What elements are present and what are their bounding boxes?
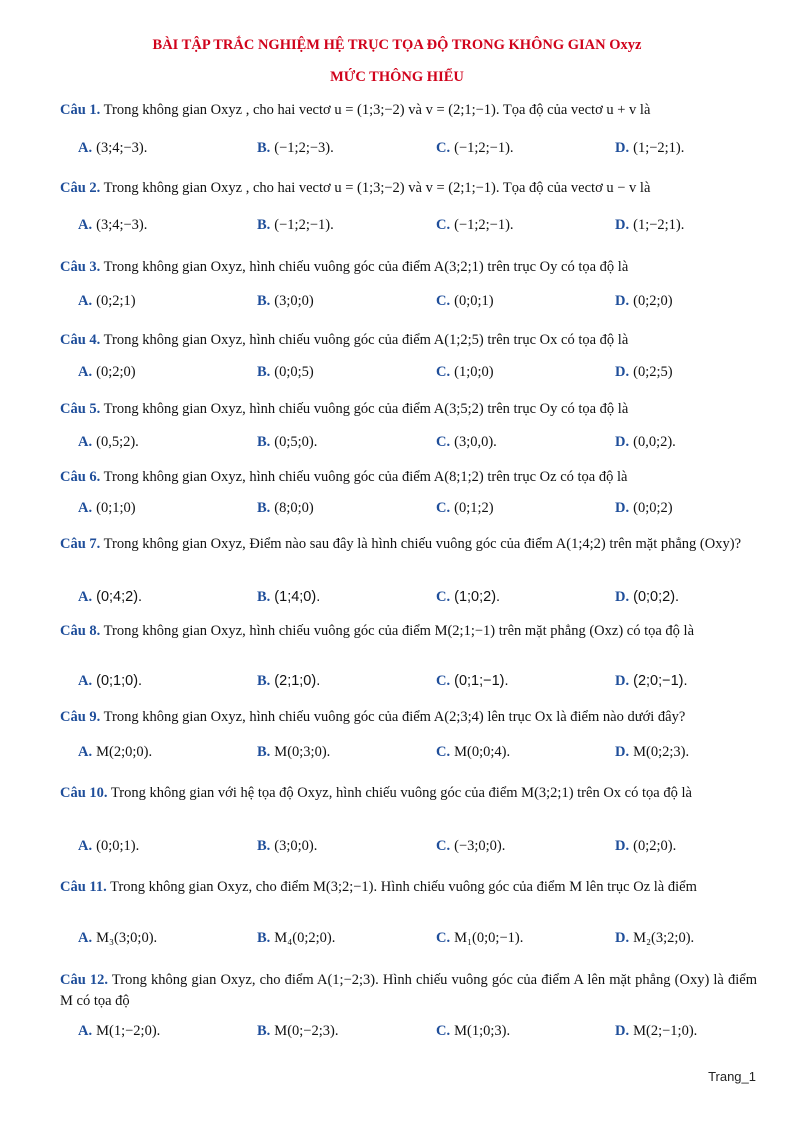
options-3 xyxy=(60,293,757,315)
option-c: C. M(0;0;4). xyxy=(436,744,511,760)
options-6 xyxy=(60,500,757,522)
option-d: D. (2;0;−1). xyxy=(615,673,688,689)
question-label: Câu 7. xyxy=(60,536,101,552)
option-a: A. (0,5;2). xyxy=(78,434,139,450)
option-b: B. (3;0;0). xyxy=(257,838,318,854)
option-d: D. (0;0;2) xyxy=(615,500,673,516)
page-subtitle: MỨC THÔNG HIỂU xyxy=(330,69,464,85)
question-text: Trong không gian Oxyz, cho điểm A(1;−2;3). Hình chiếu vuông góc của điểm A lên mặt phẳng (Oxy) là điểm M có tọa độ xyxy=(60,972,757,1009)
options-2 xyxy=(60,217,757,239)
options-8 xyxy=(60,673,757,695)
question-text: Trong không gian Oxyz, Điểm nào sau đây là hình chiếu vuông góc của điểm A(1;4;2) trên mặt phẳng (Oxy)? xyxy=(103,536,741,552)
options-10 xyxy=(60,838,757,860)
question-text: Trong không gian Oxyz , cho hai vectơ u = (1;3;−2) và v = (2;1;−1). Tọa độ của vectơ u − v là xyxy=(103,180,651,196)
option-d: D. M₂(3;2;0). xyxy=(615,930,695,946)
option-d: D. (0;2;0). xyxy=(615,838,677,854)
option-a: A. (0;2;1) xyxy=(78,293,136,309)
option-d: D. (0;0;2). xyxy=(615,589,680,605)
option-b: B. M₄(0;2;0). xyxy=(257,930,336,946)
option-c: C. (1;0;0) xyxy=(436,364,494,380)
page-title: BÀI TẬP TRẮC NGHIỆM HỆ TRỤC TỌA ĐỘ TRONG KHÔNG GIAN Oxyz xyxy=(152,37,642,53)
option-d: D. (0;2;0) xyxy=(615,293,673,309)
options-7 xyxy=(60,589,757,611)
option-a: A. (0;2;0) xyxy=(78,364,136,380)
options-4 xyxy=(60,364,757,386)
question-text: Trong không gian Oxyz, hình chiếu vuông góc của điểm A(1;2;5) trên trục Ox có tọa độ là xyxy=(103,332,629,348)
question-label: Câu 9. xyxy=(60,709,101,725)
option-a: A. (0;1;0). xyxy=(78,673,143,689)
options-9 xyxy=(60,744,757,766)
option-c: C. (0;1;2) xyxy=(436,500,494,516)
option-a: A. (3;4;−3). xyxy=(78,217,148,233)
options-5 xyxy=(60,434,757,456)
question-label: Câu 5. xyxy=(60,401,101,417)
question-text: Trong không gian Oxyz, cho điểm M(3;2;−1). Hình chiếu vuông góc của điểm M lên trục Oz là điểm xyxy=(110,879,697,895)
question-11 xyxy=(60,877,757,898)
question-5 xyxy=(60,399,757,420)
question-text: Trong không gian Oxyz, hình chiếu vuông góc của điểm A(3;2;1) trên trục Oy có tọa độ là xyxy=(103,259,629,275)
question-text: Trong không gian Oxyz , cho hai vectơ u = (1;3;−2) và v = (2;1;−1). Tọa độ của vectơ u + v là xyxy=(103,102,651,118)
option-b: B. M(0;3;0). xyxy=(257,744,331,760)
option-b: B. (8;0;0) xyxy=(257,500,314,516)
option-a: A. (0;4;2). xyxy=(78,589,143,605)
option-c: C. (0;0;1) xyxy=(436,293,494,309)
question-label: Câu 12. xyxy=(60,972,109,988)
question-label: Câu 6. xyxy=(60,469,101,485)
question-7 xyxy=(60,534,757,555)
option-a: A. (0;0;1). xyxy=(78,838,140,854)
question-label: Câu 2. xyxy=(60,180,101,196)
option-a: A. M(2;0;0). xyxy=(78,744,153,760)
question-text: Trong không gian với hệ tọa độ Oxyz, hình chiếu vuông góc của điểm M(3;2;1) trên Ox có tọa độ là xyxy=(110,785,692,801)
options-12 xyxy=(60,1023,757,1045)
question-3 xyxy=(60,257,757,278)
option-c: C. (−1;2;−1). xyxy=(436,217,514,233)
question-1 xyxy=(60,100,757,121)
option-c: C. (3;0,0). xyxy=(436,434,497,450)
option-c: C. (−3;0;0). xyxy=(436,838,506,854)
question-10 xyxy=(60,783,757,804)
option-d: D. M(0;2;3). xyxy=(615,744,690,760)
option-b: B. (−1;2;−1). xyxy=(257,217,334,233)
options-1 xyxy=(60,140,757,162)
question-label: Câu 11. xyxy=(60,879,107,895)
option-b: B. (0;0;5) xyxy=(257,364,314,380)
question-label: Câu 3. xyxy=(60,259,101,275)
question-label: Câu 1. xyxy=(60,102,101,118)
option-b: B. M(0;−2;3). xyxy=(257,1023,339,1039)
question-text: Trong không gian Oxyz, hình chiếu vuông góc của điểm M(2;1;−1) trên mặt phẳng (Oxz) có tọa độ là xyxy=(103,623,695,639)
option-d: D. M(2;−1;0). xyxy=(615,1023,698,1039)
question-text: Trong không gian Oxyz, hình chiếu vuông góc của điểm A(8;1;2) trên trục Oz có tọa độ là xyxy=(103,469,628,485)
question-9 xyxy=(60,707,757,728)
option-d: D. (0,0;2). xyxy=(615,434,676,450)
option-b: B. (0;5;0). xyxy=(257,434,318,450)
option-d: D. (1;−2;1). xyxy=(615,217,685,233)
option-a: A. (3;4;−3). xyxy=(78,140,148,156)
question-2 xyxy=(60,178,757,199)
options-11 xyxy=(60,930,757,952)
option-b: B. (3;0;0) xyxy=(257,293,314,309)
option-b: B. (1;4;0). xyxy=(257,589,321,605)
question-6 xyxy=(60,467,757,488)
question-4 xyxy=(60,330,757,351)
question-text: Trong không gian Oxyz, hình chiếu vuông góc của điểm A(2;3;4) lên trục Ox là điểm nào dưới đây? xyxy=(103,709,686,725)
option-c: C. (1;0;2). xyxy=(436,589,501,605)
question-8 xyxy=(60,621,757,642)
option-c: C. (−1;2;−1). xyxy=(436,140,514,156)
question-text: Trong không gian Oxyz, hình chiếu vuông góc của điểm A(3;5;2) trên trục Oy có tọa độ là xyxy=(103,401,629,417)
question-label: Câu 4. xyxy=(60,332,101,348)
option-b: B. (2;1;0). xyxy=(257,673,321,689)
question-label: Câu 10. xyxy=(60,785,108,801)
option-c: C. M(1;0;3). xyxy=(436,1023,511,1039)
question-label: Câu 8. xyxy=(60,623,101,639)
option-d: D. (1;−2;1). xyxy=(615,140,685,156)
page-number: Trang_1 xyxy=(708,1069,756,1084)
option-b: B. (−1;2;−3). xyxy=(257,140,334,156)
option-c: C. (0;1;−1). xyxy=(436,673,509,689)
option-a: A. M₃(3;0;0). xyxy=(78,930,158,946)
option-a: A. M(1;−2;0). xyxy=(78,1023,161,1039)
option-d: D. (0;2;5) xyxy=(615,364,673,380)
option-a: A. (0;1;0) xyxy=(78,500,136,516)
question-12 xyxy=(60,970,757,1012)
option-c: C. M₁(0;0;−1). xyxy=(436,930,524,946)
